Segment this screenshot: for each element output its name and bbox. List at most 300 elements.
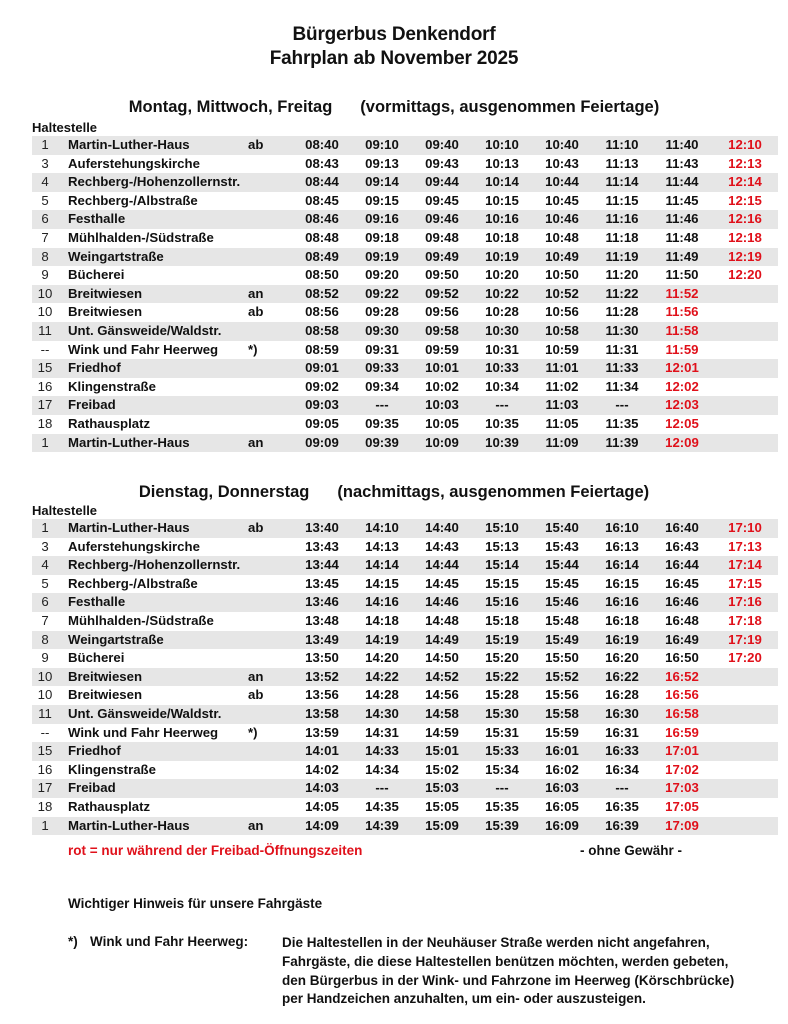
departure-time: 11:46 <box>652 210 712 229</box>
departure-time: 08:50 <box>305 267 339 283</box>
departure-time: 16:48 <box>665 612 699 628</box>
departure-time: --- <box>592 779 652 798</box>
departure-time: 10:05 <box>425 415 459 431</box>
departure-time: 16:46 <box>652 593 712 612</box>
table-row <box>32 266 778 285</box>
arrival-departure-flag: *) <box>248 341 258 357</box>
departure-time: 10:58 <box>532 322 592 341</box>
stop-name: Rechberg-/Albstraße <box>68 192 198 208</box>
departure-time: --- <box>352 779 412 798</box>
departure-time: 09:34 <box>365 378 399 394</box>
table-row <box>32 556 778 575</box>
departure-time: 14:01 <box>292 742 352 761</box>
departure-time: 11:01 <box>532 359 592 378</box>
departure-time: 15:02 <box>425 761 459 777</box>
schedule-2-days: Dienstag, Donnerstag <box>138 483 310 501</box>
stop-number: 10 <box>37 687 53 703</box>
departure-time: 15:10 <box>472 519 532 538</box>
stop-number: 10 <box>32 668 58 687</box>
departure-time: 13:43 <box>305 538 339 554</box>
stop-number: 6 <box>32 210 58 229</box>
departure-time: 15:03 <box>412 779 472 798</box>
departure-time: 17:15 <box>728 575 762 591</box>
departure-time: 14:18 <box>365 612 399 628</box>
departure-time: 09:35 <box>365 415 399 431</box>
departure-time: 08:45 <box>305 192 339 208</box>
departure-time: 10:50 <box>545 267 579 283</box>
stop-number: 10 <box>37 304 53 320</box>
departure-time: 15:22 <box>472 668 532 687</box>
table-row <box>32 173 778 192</box>
stop-number: -- <box>40 341 50 357</box>
departure-time: 10:40 <box>532 136 592 155</box>
table-row <box>32 817 778 836</box>
departure-time: --- <box>592 396 652 415</box>
departure-time: 10:43 <box>545 155 579 171</box>
arrival-departure-flag <box>248 210 292 229</box>
notice-marker: *) <box>68 934 78 949</box>
departure-time: 15:48 <box>545 612 579 628</box>
departure-time: 09:56 <box>425 304 459 320</box>
departure-time: 15:44 <box>532 556 592 575</box>
departure-time: 16:16 <box>592 593 652 612</box>
table-row <box>32 631 778 650</box>
departure-time: 14:09 <box>292 817 352 836</box>
departure-time: 16:13 <box>605 538 639 554</box>
stop-number: 16 <box>37 378 53 394</box>
departure-time: 14:31 <box>365 724 399 740</box>
departure-time: 09:31 <box>365 341 399 357</box>
stop-name: Unt. Gänsweide/Waldstr. <box>58 322 248 341</box>
stop-name: Klingenstraße <box>68 378 156 394</box>
departure-time <box>712 668 778 687</box>
arrival-departure-flag <box>248 359 292 378</box>
arrival-departure-flag: ab <box>248 304 264 320</box>
departure-time: 11:56 <box>665 304 699 320</box>
departure-time: 09:50 <box>425 267 459 283</box>
departure-time: 11:03 <box>532 396 592 415</box>
arrival-departure-flag <box>248 612 292 631</box>
departure-time <box>712 686 778 705</box>
departure-time: 17:16 <box>712 593 778 612</box>
table-row <box>32 724 778 743</box>
departure-time: 11:20 <box>605 267 639 283</box>
stop-name: Mühlhalden-/Südstraße <box>68 229 214 245</box>
departure-time: 17:14 <box>712 556 778 575</box>
departure-time: 14:19 <box>352 631 412 650</box>
stop-name: Weingartstraße <box>58 248 248 267</box>
departure-time: 14:13 <box>365 538 399 554</box>
stop-number: 15 <box>32 742 58 761</box>
departure-time: 09:44 <box>412 173 472 192</box>
departure-time: 11:02 <box>545 378 579 394</box>
departure-time: 10:13 <box>485 155 519 171</box>
departure-time: 14:39 <box>352 817 412 836</box>
schedule-2-column-header: Haltestelle <box>32 503 98 518</box>
departure-time: 16:14 <box>592 556 652 575</box>
departure-time <box>712 761 778 780</box>
departure-time: 17:10 <box>712 519 778 538</box>
departure-time: 11:22 <box>592 285 652 304</box>
departure-time: 16:33 <box>592 742 652 761</box>
departure-time: 10:18 <box>485 229 519 245</box>
departure-time: 09:58 <box>412 322 472 341</box>
departure-time <box>712 705 778 724</box>
departure-time: 14:34 <box>365 761 399 777</box>
departure-time: 14:40 <box>412 519 472 538</box>
departure-time: 15:19 <box>472 631 532 650</box>
notice-line: per Handzeichen anzuhalten, um ein- oder auszusteigen. <box>282 991 646 1007</box>
departure-time: 10:39 <box>472 434 532 453</box>
stop-name: Martin-Luther-Haus <box>58 817 248 836</box>
departure-time: 11:52 <box>652 285 712 304</box>
departure-time: 12:15 <box>728 192 762 208</box>
departure-time: 10:03 <box>412 396 472 415</box>
departure-time: 08:43 <box>305 155 339 171</box>
stop-name: Rathausplatz <box>68 798 151 814</box>
departure-time: 11:30 <box>592 322 652 341</box>
departure-time: 11:28 <box>605 304 639 320</box>
stop-number: 11 <box>32 705 58 724</box>
departure-time: 13:40 <box>292 519 352 538</box>
stop-number: 8 <box>32 248 58 267</box>
departure-time: 16:02 <box>545 761 579 777</box>
stop-name: Breitwiesen <box>58 285 248 304</box>
departure-time: 09:18 <box>365 229 399 245</box>
arrival-departure-flag <box>248 415 292 434</box>
arrival-departure-flag <box>248 192 292 211</box>
departure-time: 11:35 <box>605 415 639 431</box>
stop-name: Festhalle <box>58 210 248 229</box>
departure-time: 16:01 <box>532 742 592 761</box>
stop-number: 8 <box>32 631 58 650</box>
departure-time: 12:13 <box>728 155 762 171</box>
arrival-departure-flag <box>248 248 292 267</box>
departure-time: 09:45 <box>425 192 459 208</box>
stop-name: Weingartstraße <box>58 631 248 650</box>
arrival-departure-flag <box>248 742 292 761</box>
departure-time: 10:35 <box>485 415 519 431</box>
stop-number: 1 <box>32 817 58 836</box>
departure-time: 13:58 <box>292 705 352 724</box>
departure-time: 14:28 <box>365 687 399 703</box>
departure-time: 13:59 <box>305 724 339 740</box>
stop-number: 4 <box>32 173 58 192</box>
departure-time: 14:14 <box>352 556 412 575</box>
table-row <box>32 136 778 155</box>
departure-time: 09:30 <box>352 322 412 341</box>
table-row <box>32 210 778 229</box>
departure-time: 16:15 <box>605 575 639 591</box>
departure-time: 16:39 <box>592 817 652 836</box>
departure-time: 08:56 <box>305 304 339 320</box>
table-row <box>32 686 778 705</box>
departure-time: 15:14 <box>472 556 532 575</box>
departure-time: 09:20 <box>365 267 399 283</box>
departure-time: 11:34 <box>605 378 639 394</box>
table-row <box>32 248 778 267</box>
departure-time: 10:44 <box>532 173 592 192</box>
departure-time <box>712 396 778 415</box>
table-row <box>32 705 778 724</box>
departure-time: 15:58 <box>532 705 592 724</box>
departure-time: 09:05 <box>305 415 339 431</box>
departure-time <box>712 798 778 817</box>
arrival-departure-flag <box>248 631 292 650</box>
table-row <box>32 593 778 612</box>
schedule-2-heading <box>0 483 788 502</box>
departure-time: 14:02 <box>305 761 339 777</box>
departure-time: 11:43 <box>665 155 699 171</box>
departure-time <box>712 434 778 453</box>
stop-name: Rechberg-/Hohenzollernstr. <box>58 173 248 192</box>
arrival-departure-flag <box>248 229 292 248</box>
departure-time: 15:18 <box>485 612 519 628</box>
departure-time: --- <box>352 396 412 415</box>
table-row <box>32 396 778 415</box>
departure-time: 14:49 <box>412 631 472 650</box>
departure-time: 17:13 <box>728 538 762 554</box>
table-row <box>32 742 778 761</box>
stop-name: Breitwiesen <box>68 687 143 703</box>
departure-time: 15:16 <box>472 593 532 612</box>
departure-time: 13:46 <box>292 593 352 612</box>
departure-time: 14:22 <box>352 668 412 687</box>
departure-time: 15:59 <box>545 724 579 740</box>
schedule-1-column-header: Haltestelle <box>32 120 98 135</box>
arrival-departure-flag: ab <box>248 519 292 538</box>
stop-name: Martin-Luther-Haus <box>58 434 248 453</box>
departure-time: 14:05 <box>305 798 339 814</box>
stop-number: 18 <box>37 798 53 814</box>
notice-text <box>282 934 782 1009</box>
arrival-departure-flag <box>248 593 292 612</box>
stop-number: 17 <box>32 779 58 798</box>
departure-time: 09:16 <box>352 210 412 229</box>
departure-time <box>712 817 778 836</box>
departure-time <box>712 322 778 341</box>
departure-time: 09:02 <box>305 378 339 394</box>
departure-time: 13:56 <box>305 687 339 703</box>
arrival-departure-flag: ab <box>248 687 264 703</box>
departure-time: 15:39 <box>472 817 532 836</box>
stop-number: 7 <box>41 229 49 245</box>
departure-time: 15:30 <box>472 705 532 724</box>
departure-time: 17:05 <box>665 798 699 814</box>
stop-number: 5 <box>41 192 49 208</box>
departure-time: 12:05 <box>665 415 699 431</box>
departure-time: 11:18 <box>605 229 639 245</box>
stop-number: 5 <box>41 575 49 591</box>
departure-time: 16:35 <box>605 798 639 814</box>
departure-time: 09:43 <box>425 155 459 171</box>
stop-name: Freibad <box>58 396 248 415</box>
departure-time: 10:28 <box>485 304 519 320</box>
arrival-departure-flag: ab <box>248 136 292 155</box>
departure-time: 11:10 <box>592 136 652 155</box>
table-row <box>32 155 778 174</box>
departure-time <box>712 303 778 322</box>
departure-time <box>712 779 778 798</box>
table-row <box>32 378 778 397</box>
departure-time: 14:44 <box>412 556 472 575</box>
departure-time: 09:15 <box>365 192 399 208</box>
departure-time: 16:22 <box>592 668 652 687</box>
departure-time: 14:48 <box>425 612 459 628</box>
page-title: Bürgerbus Denkendorf <box>292 24 496 45</box>
departure-time: 14:52 <box>412 668 472 687</box>
departure-time <box>712 724 778 743</box>
schedule-2-period: (nachmittags, ausgenommen Feiertage) <box>337 483 650 501</box>
departure-time: 16:58 <box>652 705 712 724</box>
departure-time: 16:59 <box>665 724 699 740</box>
departure-time: 14:50 <box>425 650 459 666</box>
departure-time: 16:20 <box>605 650 639 666</box>
arrival-departure-flag <box>248 322 292 341</box>
arrival-departure-flag <box>248 173 292 192</box>
departure-time: 14:16 <box>352 593 412 612</box>
departure-time: 10:59 <box>545 341 579 357</box>
departure-time: 09:19 <box>352 248 412 267</box>
table-row <box>32 303 778 322</box>
table-row <box>32 575 778 594</box>
departure-time: 11:19 <box>592 248 652 267</box>
departure-time: 14:45 <box>425 575 459 591</box>
departure-time: 08:46 <box>292 210 352 229</box>
departure-time: 10:15 <box>485 192 519 208</box>
departure-time: 09:52 <box>412 285 472 304</box>
departure-time: 17:01 <box>652 742 712 761</box>
departure-time: 16:45 <box>665 575 699 591</box>
departure-time: 14:46 <box>412 593 472 612</box>
departure-time: 14:58 <box>412 705 472 724</box>
departure-time: 11:09 <box>532 434 592 453</box>
departure-time: 16:49 <box>652 631 712 650</box>
arrival-departure-flag <box>248 396 292 415</box>
departure-time: 11:45 <box>665 192 699 208</box>
stop-name: Wink und Fahr Heerweg <box>68 724 219 740</box>
departure-time: 09:39 <box>352 434 412 453</box>
departure-time: 11:39 <box>592 434 652 453</box>
departure-time: 15:13 <box>485 538 519 554</box>
departure-time: 16:31 <box>605 724 639 740</box>
departure-time: 15:50 <box>545 650 579 666</box>
notice-line: den Bürgerbus in der Wink- und Fahrzone im Heerweg (Körschbrücke) <box>282 972 735 988</box>
stop-number: 15 <box>32 359 58 378</box>
departure-time: 10:09 <box>412 434 472 453</box>
stop-number: 10 <box>32 285 58 304</box>
departure-time: 15:34 <box>485 761 519 777</box>
departure-time: 13:49 <box>292 631 352 650</box>
stop-number: 18 <box>37 415 53 431</box>
departure-time: 12:03 <box>652 396 712 415</box>
stop-name: Bücherei <box>68 267 125 283</box>
departure-time: 10:31 <box>485 341 519 357</box>
departure-time: 12:09 <box>652 434 712 453</box>
table-row <box>32 229 778 248</box>
departure-time: 15:56 <box>545 687 579 703</box>
table-row <box>32 359 778 378</box>
departure-time: 15:20 <box>485 650 519 666</box>
stop-name: Auferstehungskirche <box>68 155 200 171</box>
stop-number: 3 <box>41 155 49 171</box>
schedule-1-heading <box>0 98 788 117</box>
notice-line: Fahrgäste, die diese Haltestellen benützen möchten, werden gebeten, <box>282 953 729 969</box>
stop-number: 1 <box>32 434 58 453</box>
stop-name: Martin-Luther-Haus <box>58 519 248 538</box>
departure-time: 14:15 <box>365 575 399 591</box>
arrival-departure-flag <box>248 556 292 575</box>
departure-time: 09:09 <box>292 434 352 453</box>
table-row <box>32 779 778 798</box>
arrival-departure-flag: an <box>248 817 292 836</box>
schedule-1-period: (vormittags, ausgenommen Feiertage) <box>360 98 660 116</box>
departure-time: 10:52 <box>532 285 592 304</box>
departure-time: 17:03 <box>652 779 712 798</box>
departure-time: 08:44 <box>292 173 352 192</box>
departure-time: 08:49 <box>292 248 352 267</box>
departure-time: 11:50 <box>665 267 699 283</box>
departure-time: 12:10 <box>712 136 778 155</box>
departure-time: 14:35 <box>365 798 399 814</box>
departure-time: 15:43 <box>545 538 579 554</box>
stop-name: Breitwiesen <box>68 304 143 320</box>
arrival-departure-flag: an <box>248 668 292 687</box>
stop-name: Auferstehungskirche <box>68 538 200 554</box>
stop-name: Freibad <box>58 779 248 798</box>
departure-time: 11:58 <box>652 322 712 341</box>
departure-time: 11:59 <box>665 341 699 357</box>
departure-time: 13:52 <box>292 668 352 687</box>
red-legend: rot = nur während der Freibad-Öffnungszeiten <box>68 843 363 858</box>
departure-time: 11:40 <box>652 136 712 155</box>
stop-name: Rathausplatz <box>68 415 151 431</box>
departure-time: 11:14 <box>592 173 652 192</box>
departure-time: 16:40 <box>652 519 712 538</box>
departure-time: 10:14 <box>472 173 532 192</box>
departure-time: 08:59 <box>305 341 339 357</box>
stop-number: 1 <box>32 136 58 155</box>
departure-time <box>712 415 778 434</box>
departure-time: 09:48 <box>425 229 459 245</box>
departure-time: 15:28 <box>485 687 519 703</box>
table-row <box>32 341 778 360</box>
departure-time: 14:59 <box>425 724 459 740</box>
stop-number: 17 <box>32 396 58 415</box>
page-subtitle: Fahrplan ab November 2025 <box>269 48 519 69</box>
table-row <box>32 798 778 817</box>
departure-time: 10:56 <box>545 304 579 320</box>
departure-time: 09:49 <box>412 248 472 267</box>
departure-time: 09:13 <box>365 155 399 171</box>
departure-time: 13:44 <box>292 556 352 575</box>
notice-heading: Wichtiger Hinweis für unsere Fahrgäste <box>68 896 323 911</box>
stop-number: 6 <box>32 593 58 612</box>
departure-time: 12:02 <box>665 378 699 394</box>
disclaimer: - ohne Gewähr - <box>580 843 683 858</box>
departure-time: 17:09 <box>652 817 712 836</box>
departure-time <box>712 285 778 304</box>
departure-time: --- <box>472 779 532 798</box>
departure-time: 11:44 <box>652 173 712 192</box>
departure-time: 16:56 <box>665 687 699 703</box>
stop-name: Martin-Luther-Haus <box>58 136 248 155</box>
table-row <box>32 192 778 211</box>
arrival-departure-flag: an <box>248 285 292 304</box>
departure-time: 11:31 <box>605 341 639 357</box>
arrival-departure-flag <box>248 575 292 594</box>
stop-name: Breitwiesen <box>58 668 248 687</box>
